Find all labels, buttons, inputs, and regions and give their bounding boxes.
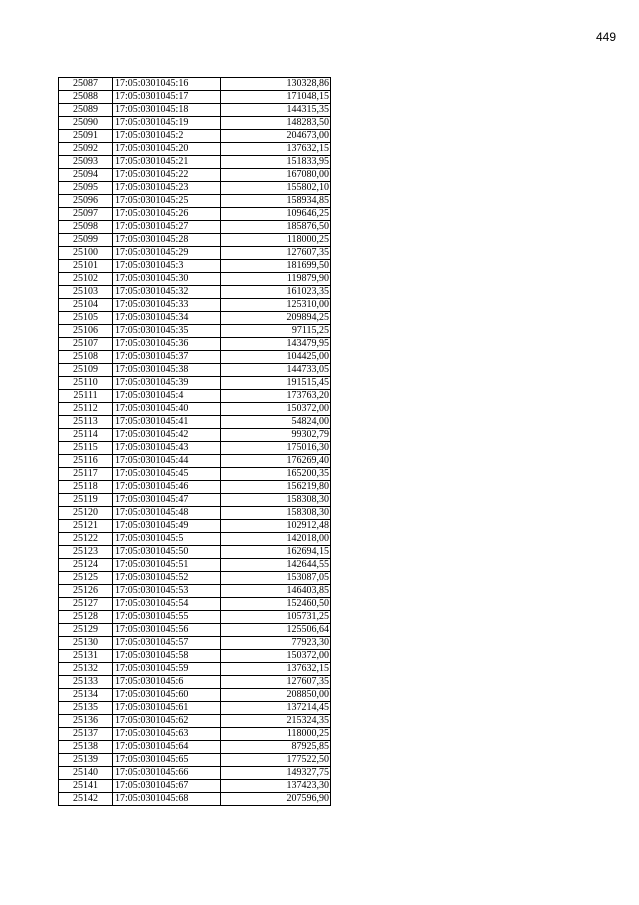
amount-cell: 87925,85 xyxy=(221,741,331,754)
row-number-cell: 25115 xyxy=(59,442,113,455)
amount-cell: 215324,35 xyxy=(221,715,331,728)
amount-cell: 142644,55 xyxy=(221,559,331,572)
cadastral-number-cell: 17:05:0301045:67 xyxy=(113,780,221,793)
table-row xyxy=(59,182,331,195)
table-row xyxy=(59,91,331,104)
row-number-cell: 25088 xyxy=(59,91,113,104)
cadastral-number-cell: 17:05:0301045:29 xyxy=(113,247,221,260)
table-row xyxy=(59,715,331,728)
table-row xyxy=(59,455,331,468)
cadastral-number-cell: 17:05:0301045:60 xyxy=(113,689,221,702)
row-number-cell: 25112 xyxy=(59,403,113,416)
row-number-cell: 25123 xyxy=(59,546,113,559)
row-number-cell: 25111 xyxy=(59,390,113,403)
data-table-container xyxy=(58,77,331,806)
amount-cell: 207596,90 xyxy=(221,793,331,806)
amount-cell: 171048,15 xyxy=(221,91,331,104)
row-number-cell: 25099 xyxy=(59,234,113,247)
cadastral-number-cell: 17:05:0301045:52 xyxy=(113,572,221,585)
row-number-cell: 25121 xyxy=(59,520,113,533)
amount-cell: 102912,48 xyxy=(221,520,331,533)
table-row xyxy=(59,221,331,234)
amount-cell: 173763,20 xyxy=(221,390,331,403)
amount-cell: 118000,25 xyxy=(221,234,331,247)
table-row xyxy=(59,585,331,598)
cadastral-number-cell: 17:05:0301045:50 xyxy=(113,546,221,559)
table-row xyxy=(59,598,331,611)
table-row xyxy=(59,650,331,663)
row-number-cell: 25092 xyxy=(59,143,113,156)
amount-cell: 204673,00 xyxy=(221,130,331,143)
cadastral-number-cell: 17:05:0301045:56 xyxy=(113,624,221,637)
row-number-cell: 25132 xyxy=(59,663,113,676)
amount-cell: 158308,30 xyxy=(221,494,331,507)
amount-cell: 143479,95 xyxy=(221,338,331,351)
cadastral-number-cell: 17:05:0301045:38 xyxy=(113,364,221,377)
table-row xyxy=(59,468,331,481)
amount-cell: 127607,35 xyxy=(221,676,331,689)
cadastral-number-cell: 17:05:0301045:5 xyxy=(113,533,221,546)
table-body xyxy=(59,78,331,806)
amount-cell: 181699,50 xyxy=(221,260,331,273)
cadastral-number-cell: 17:05:0301045:58 xyxy=(113,650,221,663)
amount-cell: 137632,15 xyxy=(221,143,331,156)
cadastral-number-cell: 17:05:0301045:68 xyxy=(113,793,221,806)
table-row xyxy=(59,442,331,455)
table-row xyxy=(59,78,331,91)
row-number-cell: 25141 xyxy=(59,780,113,793)
amount-cell: 151833,95 xyxy=(221,156,331,169)
cadastral-number-cell: 17:05:0301045:55 xyxy=(113,611,221,624)
amount-cell: 149327,75 xyxy=(221,767,331,780)
row-number-cell: 25127 xyxy=(59,598,113,611)
cadastral-number-cell: 17:05:0301045:54 xyxy=(113,598,221,611)
cadastral-number-cell: 17:05:0301045:45 xyxy=(113,468,221,481)
amount-cell: 175016,30 xyxy=(221,442,331,455)
cadastral-number-cell: 17:05:0301045:25 xyxy=(113,195,221,208)
row-number-cell: 25097 xyxy=(59,208,113,221)
table-row xyxy=(59,741,331,754)
row-number-cell: 25117 xyxy=(59,468,113,481)
table-row xyxy=(59,689,331,702)
row-number-cell: 25091 xyxy=(59,130,113,143)
table-row xyxy=(59,546,331,559)
amount-cell: 118000,25 xyxy=(221,728,331,741)
amount-cell: 162694,15 xyxy=(221,546,331,559)
cadastral-number-cell: 17:05:0301045:17 xyxy=(113,91,221,104)
cadastral-number-cell: 17:05:0301045:42 xyxy=(113,429,221,442)
amount-cell: 77923,30 xyxy=(221,637,331,650)
cadastral-number-cell: 17:05:0301045:33 xyxy=(113,299,221,312)
row-number-cell: 25116 xyxy=(59,455,113,468)
row-number-cell: 25108 xyxy=(59,351,113,364)
cadastral-number-cell: 17:05:0301045:19 xyxy=(113,117,221,130)
row-number-cell: 25140 xyxy=(59,767,113,780)
table-row xyxy=(59,663,331,676)
table-row xyxy=(59,637,331,650)
cadastral-number-cell: 17:05:0301045:66 xyxy=(113,767,221,780)
row-number-cell: 25107 xyxy=(59,338,113,351)
amount-cell: 185876,50 xyxy=(221,221,331,234)
table-row xyxy=(59,234,331,247)
table-row xyxy=(59,520,331,533)
table-row xyxy=(59,156,331,169)
cadastral-number-cell: 17:05:0301045:34 xyxy=(113,312,221,325)
table-row xyxy=(59,507,331,520)
amount-cell: 150372,00 xyxy=(221,403,331,416)
table-row xyxy=(59,130,331,143)
table-row xyxy=(59,208,331,221)
cadastral-number-cell: 17:05:0301045:53 xyxy=(113,585,221,598)
table-row xyxy=(59,533,331,546)
row-number-cell: 25134 xyxy=(59,689,113,702)
cadastral-number-cell: 17:05:0301045:22 xyxy=(113,169,221,182)
amount-cell: 99302,79 xyxy=(221,429,331,442)
cadastral-number-cell: 17:05:0301045:64 xyxy=(113,741,221,754)
row-number-cell: 25136 xyxy=(59,715,113,728)
amount-cell: 155802,10 xyxy=(221,182,331,195)
amount-cell: 148283,50 xyxy=(221,117,331,130)
data-table xyxy=(58,77,331,806)
cadastral-number-cell: 17:05:0301045:62 xyxy=(113,715,221,728)
row-number-cell: 25125 xyxy=(59,572,113,585)
table-row xyxy=(59,195,331,208)
table-row xyxy=(59,377,331,390)
row-number-cell: 25142 xyxy=(59,793,113,806)
row-number-cell: 25138 xyxy=(59,741,113,754)
row-number-cell: 25105 xyxy=(59,312,113,325)
table-row xyxy=(59,676,331,689)
cadastral-number-cell: 17:05:0301045:26 xyxy=(113,208,221,221)
amount-cell: 130328,86 xyxy=(221,78,331,91)
cadastral-number-cell: 17:05:0301045:30 xyxy=(113,273,221,286)
table-row xyxy=(59,728,331,741)
table-row xyxy=(59,104,331,117)
cadastral-number-cell: 17:05:0301045:35 xyxy=(113,325,221,338)
row-number-cell: 25095 xyxy=(59,182,113,195)
amount-cell: 119879,90 xyxy=(221,273,331,286)
cadastral-number-cell: 17:05:0301045:57 xyxy=(113,637,221,650)
cadastral-number-cell: 17:05:0301045:2 xyxy=(113,130,221,143)
row-number-cell: 25139 xyxy=(59,754,113,767)
amount-cell: 146403,85 xyxy=(221,585,331,598)
table-row xyxy=(59,117,331,130)
cadastral-number-cell: 17:05:0301045:39 xyxy=(113,377,221,390)
amount-cell: 144315,35 xyxy=(221,104,331,117)
row-number-cell: 25130 xyxy=(59,637,113,650)
table-row xyxy=(59,273,331,286)
cadastral-number-cell: 17:05:0301045:41 xyxy=(113,416,221,429)
cadastral-number-cell: 17:05:0301045:43 xyxy=(113,442,221,455)
table-row xyxy=(59,767,331,780)
amount-cell: 137632,15 xyxy=(221,663,331,676)
row-number-cell: 25103 xyxy=(59,286,113,299)
table-row xyxy=(59,260,331,273)
table-row xyxy=(59,390,331,403)
row-number-cell: 25110 xyxy=(59,377,113,390)
row-number-cell: 25098 xyxy=(59,221,113,234)
amount-cell: 125506,64 xyxy=(221,624,331,637)
table-row xyxy=(59,143,331,156)
row-number-cell: 25101 xyxy=(59,260,113,273)
amount-cell: 105731,25 xyxy=(221,611,331,624)
cadastral-number-cell: 17:05:0301045:44 xyxy=(113,455,221,468)
amount-cell: 158934,85 xyxy=(221,195,331,208)
table-row xyxy=(59,351,331,364)
amount-cell: 137214,45 xyxy=(221,702,331,715)
cadastral-number-cell: 17:05:0301045:37 xyxy=(113,351,221,364)
cadastral-number-cell: 17:05:0301045:6 xyxy=(113,676,221,689)
cadastral-number-cell: 17:05:0301045:51 xyxy=(113,559,221,572)
amount-cell: 54824,00 xyxy=(221,416,331,429)
row-number-cell: 25137 xyxy=(59,728,113,741)
row-number-cell: 25119 xyxy=(59,494,113,507)
amount-cell: 177522,50 xyxy=(221,754,331,767)
table-row xyxy=(59,416,331,429)
cadastral-number-cell: 17:05:0301045:21 xyxy=(113,156,221,169)
amount-cell: 209894,25 xyxy=(221,312,331,325)
amount-cell: 150372,00 xyxy=(221,650,331,663)
cadastral-number-cell: 17:05:0301045:46 xyxy=(113,481,221,494)
row-number-cell: 25114 xyxy=(59,429,113,442)
cadastral-number-cell: 17:05:0301045:49 xyxy=(113,520,221,533)
row-number-cell: 25090 xyxy=(59,117,113,130)
table-row xyxy=(59,364,331,377)
amount-cell: 191515,45 xyxy=(221,377,331,390)
table-row xyxy=(59,611,331,624)
cadastral-number-cell: 17:05:0301045:18 xyxy=(113,104,221,117)
table-row xyxy=(59,624,331,637)
cadastral-number-cell: 17:05:0301045:27 xyxy=(113,221,221,234)
row-number-cell: 25131 xyxy=(59,650,113,663)
cadastral-number-cell: 17:05:0301045:63 xyxy=(113,728,221,741)
row-number-cell: 25133 xyxy=(59,676,113,689)
cadastral-number-cell: 17:05:0301045:32 xyxy=(113,286,221,299)
table-row xyxy=(59,247,331,260)
amount-cell: 167080,00 xyxy=(221,169,331,182)
cadastral-number-cell: 17:05:0301045:28 xyxy=(113,234,221,247)
row-number-cell: 25106 xyxy=(59,325,113,338)
amount-cell: 104425,00 xyxy=(221,351,331,364)
table-row xyxy=(59,702,331,715)
row-number-cell: 25109 xyxy=(59,364,113,377)
table-row xyxy=(59,403,331,416)
amount-cell: 127607,35 xyxy=(221,247,331,260)
table-row xyxy=(59,780,331,793)
row-number-cell: 25120 xyxy=(59,507,113,520)
table-row xyxy=(59,793,331,806)
amount-cell: 144733,05 xyxy=(221,364,331,377)
table-row xyxy=(59,481,331,494)
row-number-cell: 25100 xyxy=(59,247,113,260)
row-number-cell: 25094 xyxy=(59,169,113,182)
row-number-cell: 25102 xyxy=(59,273,113,286)
row-number-cell: 25089 xyxy=(59,104,113,117)
cadastral-number-cell: 17:05:0301045:23 xyxy=(113,182,221,195)
table-row xyxy=(59,754,331,767)
table-row xyxy=(59,299,331,312)
cadastral-number-cell: 17:05:0301045:40 xyxy=(113,403,221,416)
amount-cell: 156219,80 xyxy=(221,481,331,494)
amount-cell: 142018,00 xyxy=(221,533,331,546)
cadastral-number-cell: 17:05:0301045:48 xyxy=(113,507,221,520)
row-number-cell: 25135 xyxy=(59,702,113,715)
amount-cell: 152460,50 xyxy=(221,598,331,611)
cadastral-number-cell: 17:05:0301045:3 xyxy=(113,260,221,273)
amount-cell: 161023,35 xyxy=(221,286,331,299)
amount-cell: 176269,40 xyxy=(221,455,331,468)
cadastral-number-cell: 17:05:0301045:36 xyxy=(113,338,221,351)
page-number: 449 xyxy=(596,30,617,44)
row-number-cell: 25128 xyxy=(59,611,113,624)
cadastral-number-cell: 17:05:0301045:61 xyxy=(113,702,221,715)
amount-cell: 158308,30 xyxy=(221,507,331,520)
amount-cell: 137423,30 xyxy=(221,780,331,793)
amount-cell: 97115,25 xyxy=(221,325,331,338)
amount-cell: 125310,00 xyxy=(221,299,331,312)
row-number-cell: 25118 xyxy=(59,481,113,494)
table-row xyxy=(59,325,331,338)
cadastral-number-cell: 17:05:0301045:47 xyxy=(113,494,221,507)
table-row xyxy=(59,572,331,585)
row-number-cell: 25093 xyxy=(59,156,113,169)
table-row xyxy=(59,169,331,182)
table-row xyxy=(59,559,331,572)
cadastral-number-cell: 17:05:0301045:59 xyxy=(113,663,221,676)
row-number-cell: 25129 xyxy=(59,624,113,637)
table-row xyxy=(59,286,331,299)
amount-cell: 208850,00 xyxy=(221,689,331,702)
table-row xyxy=(59,494,331,507)
row-number-cell: 25124 xyxy=(59,559,113,572)
cadastral-number-cell: 17:05:0301045:65 xyxy=(113,754,221,767)
table-row xyxy=(59,429,331,442)
table-row xyxy=(59,312,331,325)
table-row xyxy=(59,338,331,351)
cadastral-number-cell: 17:05:0301045:4 xyxy=(113,390,221,403)
row-number-cell: 25104 xyxy=(59,299,113,312)
amount-cell: 109646,25 xyxy=(221,208,331,221)
row-number-cell: 25087 xyxy=(59,78,113,91)
cadastral-number-cell: 17:05:0301045:16 xyxy=(113,78,221,91)
row-number-cell: 25096 xyxy=(59,195,113,208)
amount-cell: 153087,05 xyxy=(221,572,331,585)
row-number-cell: 25122 xyxy=(59,533,113,546)
row-number-cell: 25113 xyxy=(59,416,113,429)
cadastral-number-cell: 17:05:0301045:20 xyxy=(113,143,221,156)
amount-cell: 165200,35 xyxy=(221,468,331,481)
row-number-cell: 25126 xyxy=(59,585,113,598)
